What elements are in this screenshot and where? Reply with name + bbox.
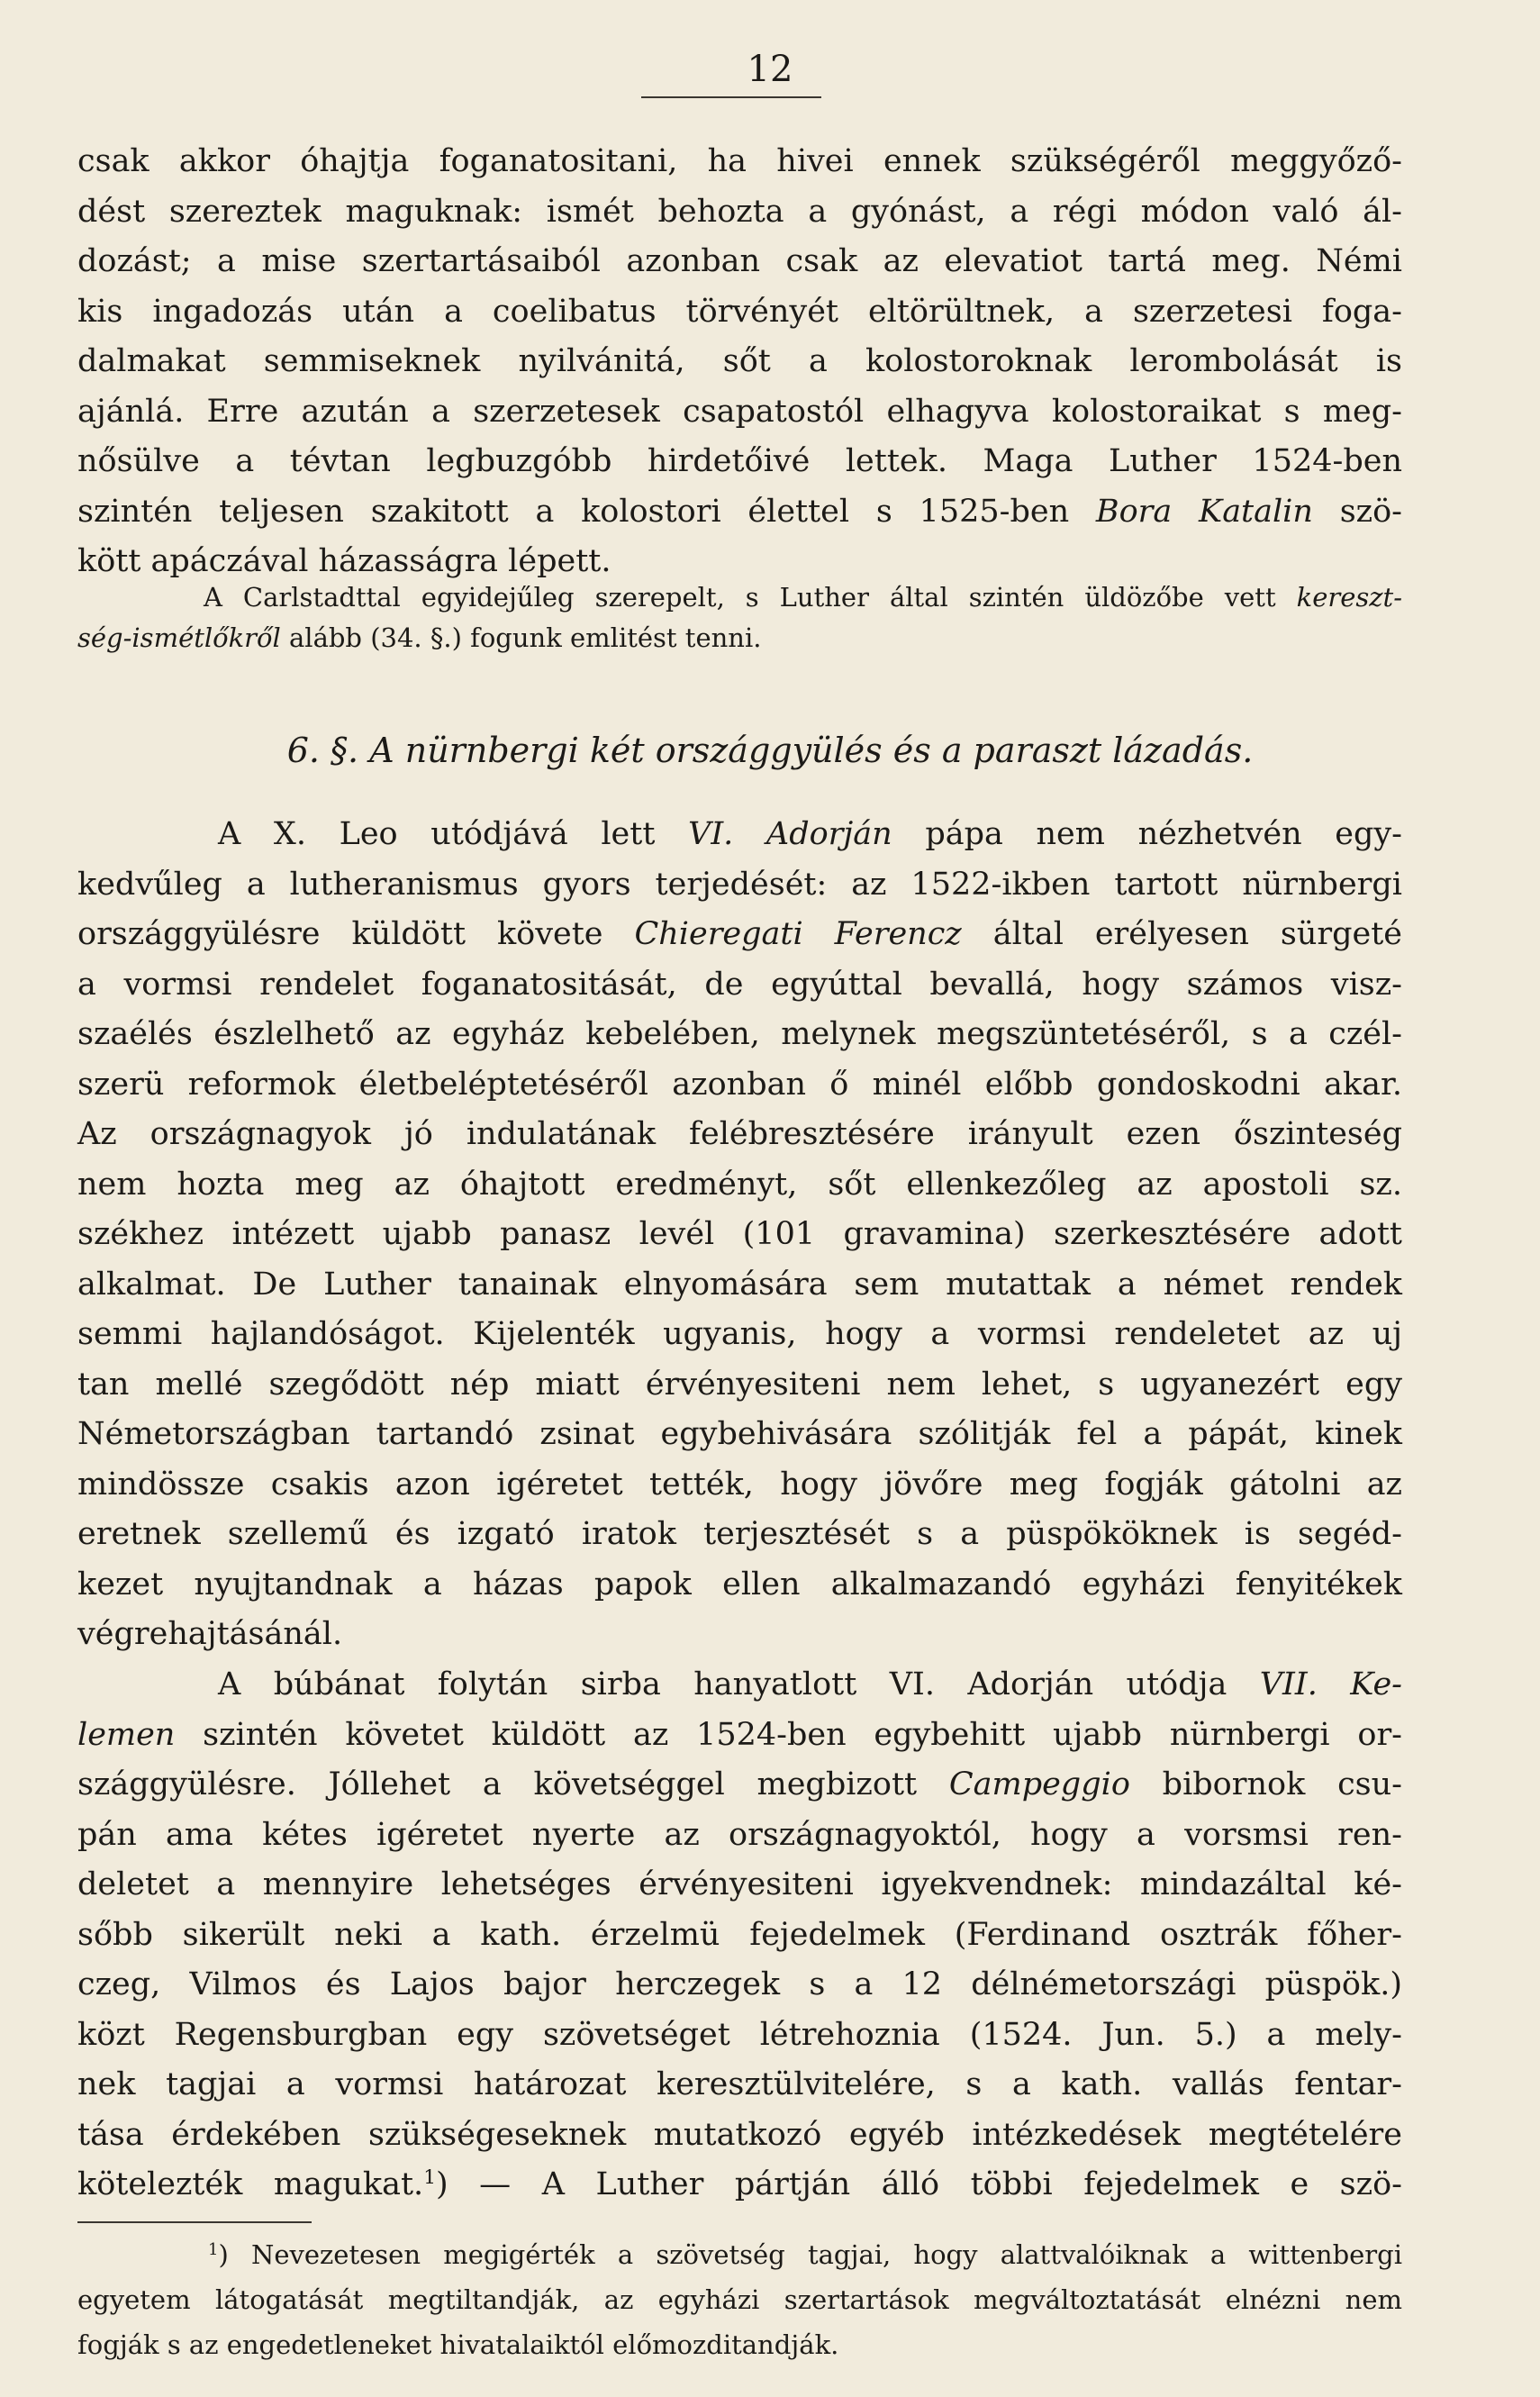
footnote-rule xyxy=(77,2221,312,2223)
paragraph-2 xyxy=(77,810,1402,1660)
text-line xyxy=(77,618,1402,658)
text-line: közt Regensburgban egy szövetséget létrehoznia (1524. Jun. 5.) a mely- xyxy=(77,2016,1402,2053)
text-line: alkalmat. De Luther tanainak elnyomására sem mutattak a német rendek xyxy=(77,1266,1402,1303)
footnote-reference[interactable]: 1 xyxy=(423,2166,436,2190)
text-segment: A búbánat folytán sirba hanyatlott VI. Adorján utódja xyxy=(218,1666,1260,1702)
italic-name: Bora Katalin xyxy=(1095,493,1313,530)
text-line: a vormsi rendelet foganatositását, de egyúttal bevallá, hogy számos visz- xyxy=(77,966,1402,1003)
text-line: kedvűleg a lutheranismus gyors terjedését: az 1522-ikben tartott nürnbergi xyxy=(77,866,1402,903)
text-line: eretnek szellemű és izgató iratok terjesztését s a püspököknek is segéd- xyxy=(77,1516,1402,1552)
text-line: kis ingadozás után a coelibatus törvényét eltörültnek, a szerzetesi foga- xyxy=(77,293,1402,330)
text-line: nősülve a tévtan legbuzgóbb hirdetőivé lettek. Maga Luther 1524-ben xyxy=(77,443,1402,479)
paragraph-1 xyxy=(77,137,1402,587)
text-line: semmi hajlandóságot. Kijelenték ugyanis, hogy a vormsi rendeletet az uj xyxy=(77,1316,1402,1352)
text-segment: ) Nevezetesen megigérték a szövetség tagjai, hogy alattvalóiknak a wittenbergi xyxy=(218,2239,1402,2270)
text-line: kezet nyujtandnak a házas papok ellen alkalmazandó egyházi fenyitékek xyxy=(77,1566,1402,1603)
text-line: kött apáczával házasságra lépett. xyxy=(77,543,611,579)
text-segment: kötelezték magukat. xyxy=(77,2166,424,2202)
text-line: dést szereztek maguknak: ismét behozta a gyónást, a régi módon való ál- xyxy=(77,193,1402,230)
text-line: mindössze csakis azon igéretet tették, hogy jövőre meg fogják gátolni az xyxy=(77,1466,1402,1503)
text-line: ajánlá. Erre azután a szerzetesek csapatostól elhagyva kolostoraikat s meg- xyxy=(77,393,1402,430)
italic-name: lemen xyxy=(77,1716,176,1753)
text-line xyxy=(77,2232,1402,2277)
italic-name: VI. Adorján xyxy=(688,816,892,852)
text-line: szaélés észlelhető az egyház kebelében, melynek megszüntetéséről, s a czél- xyxy=(77,1016,1402,1052)
text-segment: alább (34. §.) fogunk emlitést tenni. xyxy=(280,622,762,653)
footnote xyxy=(77,2232,1402,2367)
italic-name: Chieregati Ferencz xyxy=(634,916,962,952)
text-segment: szö- xyxy=(1312,493,1402,530)
text-line: dozást; a mise szertartásaiból azonban csak az elevatiot tartá meg. Némi xyxy=(77,243,1402,279)
text-segment: szággyülésre. Jóllehet a követséggel megbizott xyxy=(77,1766,949,1802)
text-line: Németországban tartandó zsinat egybehivására szólitják fel a pápát, kinek xyxy=(77,1416,1402,1452)
text-line: deletet a mennyire lehetséges érvényesiteni igyekvendnek: mindazáltal ké- xyxy=(77,1866,1402,1902)
text-segment: országgyülésre küldött követe xyxy=(77,916,635,952)
text-line xyxy=(77,810,1402,860)
text-line xyxy=(77,1660,1402,1711)
text-line: pán ama kétes igéretet nyerte az országnagyoktól, hogy a vorsmsi ren- xyxy=(77,1816,1402,1853)
text-line xyxy=(77,1711,1402,1761)
text-line: egyetem látogatását megtiltandják, az egyházi szertartások megváltoztatását elnézni nem xyxy=(77,2284,1402,2315)
text-line: székhez intézett ujabb panasz levél (101 gravamina) szerkesztésére adott xyxy=(77,1216,1402,1252)
text-line: tan mellé szegődött nép miatt érvényesiteni nem lehet, s ugyanezért egy xyxy=(77,1366,1402,1403)
text-line: nem hozta meg az óhajtott eredményt, sőt ellenkezőleg az apostoli sz. xyxy=(77,1166,1402,1203)
italic-term: kereszt- xyxy=(1296,582,1402,613)
text-segment: szintén teljesen szakitott a kolostori élettel s 1525-ben xyxy=(77,493,1096,530)
text-line: sőbb sikerült neki a kath. érzelmü fejedelmek (Ferdinand osztrák főher- xyxy=(77,1916,1402,1953)
text-line: Az országnagyok jó indulatának felébresztésére irányult ezen őszinteség xyxy=(77,1116,1402,1152)
italic-name: Campeggio xyxy=(948,1766,1130,1802)
text-line xyxy=(77,1760,1402,1811)
text-line: czeg, Vilmos és Lajos bajor herczegek s a 12 délnémetországi püspök.) xyxy=(77,1966,1402,2002)
text-segment: A X. Leo utódjává lett xyxy=(218,816,689,852)
text-segment: ) — A Luther pártján álló többi fejedelmek e szö- xyxy=(436,2166,1402,2202)
note-paragraph xyxy=(77,577,1402,658)
text-segment: pápa nem nézhetvén egy- xyxy=(892,816,1402,852)
italic-term: ség-ismétlőkről xyxy=(77,622,281,653)
text-segment: által erélyesen sürgeté xyxy=(961,916,1402,952)
text-segment: bibornok csu- xyxy=(1129,1766,1402,1802)
footnote-marker: 1 xyxy=(208,2240,219,2260)
text-line: dalmakat semmiseknek nyilvánitá, sőt a kolostoroknak lerombolását is xyxy=(77,343,1402,379)
text-segment: szintén követet küldött az 1524-ben egybehitt ujabb nürnbergi or- xyxy=(175,1716,1402,1753)
page-number-rule xyxy=(641,96,821,98)
paragraph-3 xyxy=(77,1660,1402,2211)
text-line: csak akkor óhajtja foganatositani, ha hivei ennek szükségéről meggyőző- xyxy=(77,143,1402,179)
text-line: szerü reformok életbeléptetéséről azonban ő minél előbb gondoskodni akar. xyxy=(77,1066,1402,1103)
text-line: fogják s az engedetleneket hivatalaiktól előmozditandják. xyxy=(77,2329,839,2360)
text-segment: A Carlstadttal egyidejűleg szerepelt, s Luther által szintén üldözőbe vett xyxy=(204,582,1297,613)
text-line xyxy=(77,487,1402,538)
italic-name: VII. Ke- xyxy=(1259,1666,1402,1702)
text-line xyxy=(77,910,1402,960)
text-line: tása érdekében szükségeseknek mutatkozó egyéb intézkedések megtételére xyxy=(77,2116,1402,2153)
text-line xyxy=(77,2160,1402,2211)
section-heading: 6. §. A nürnbergi két országgyülés és a paraszt lázadás. xyxy=(286,731,1254,770)
text-line: végrehajtásánál. xyxy=(77,1616,343,1652)
text-line: nek tagjai a vormsi határozat keresztülvitelére, s a kath. vallás fentar- xyxy=(77,2066,1402,2102)
text-line xyxy=(77,577,1402,618)
page-number: 12 xyxy=(747,49,793,90)
